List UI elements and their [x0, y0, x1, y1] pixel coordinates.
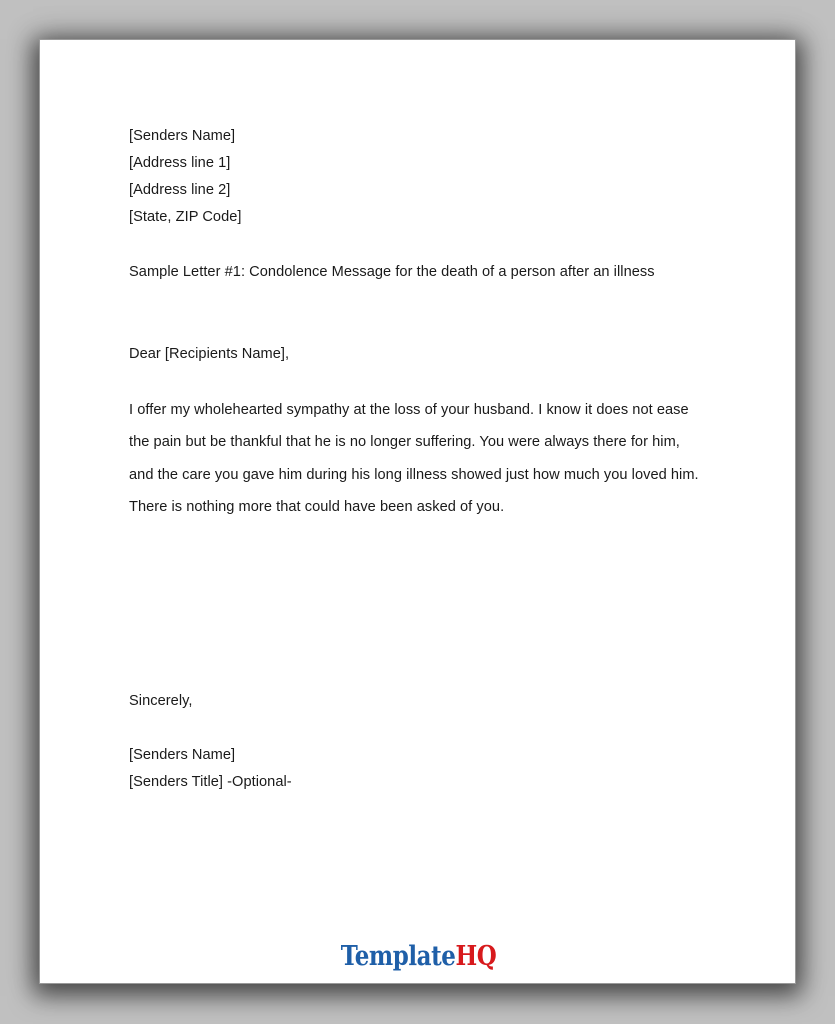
body-line: the pain but be thankful that he is no longer suffering. You were always there for him, [129, 434, 680, 450]
signature-title: [Senders Title] -Optional- [129, 774, 292, 790]
letter-subject: Sample Letter #1: Condolence Message for the death of a person after an illness [129, 264, 655, 280]
closing: Sincerely, [129, 693, 193, 709]
logo-text-template: Template [340, 941, 456, 972]
signature-name: [Senders Name] [129, 747, 236, 763]
logo-text-hq: HQ [455, 941, 497, 972]
body-line: There is nothing more that could have been asked of you. [129, 499, 505, 515]
letter-page [39, 39, 796, 984]
sender-address-line-1: [Address line 1] [129, 155, 231, 171]
templatehq-logo [97, 940, 740, 974]
sender-address-line-2: [Address line 2] [129, 182, 231, 198]
sender-state-zip: [State, ZIP Code] [129, 209, 242, 225]
body-line: I offer my wholehearted sympathy at the loss of your husband. I know it does not ease [129, 402, 689, 418]
body-line: and the care you gave him during his long illness showed just how much you loved him. [129, 467, 699, 483]
sender-name: [Senders Name] [129, 128, 236, 144]
salutation: Dear [Recipients Name], [129, 346, 290, 362]
